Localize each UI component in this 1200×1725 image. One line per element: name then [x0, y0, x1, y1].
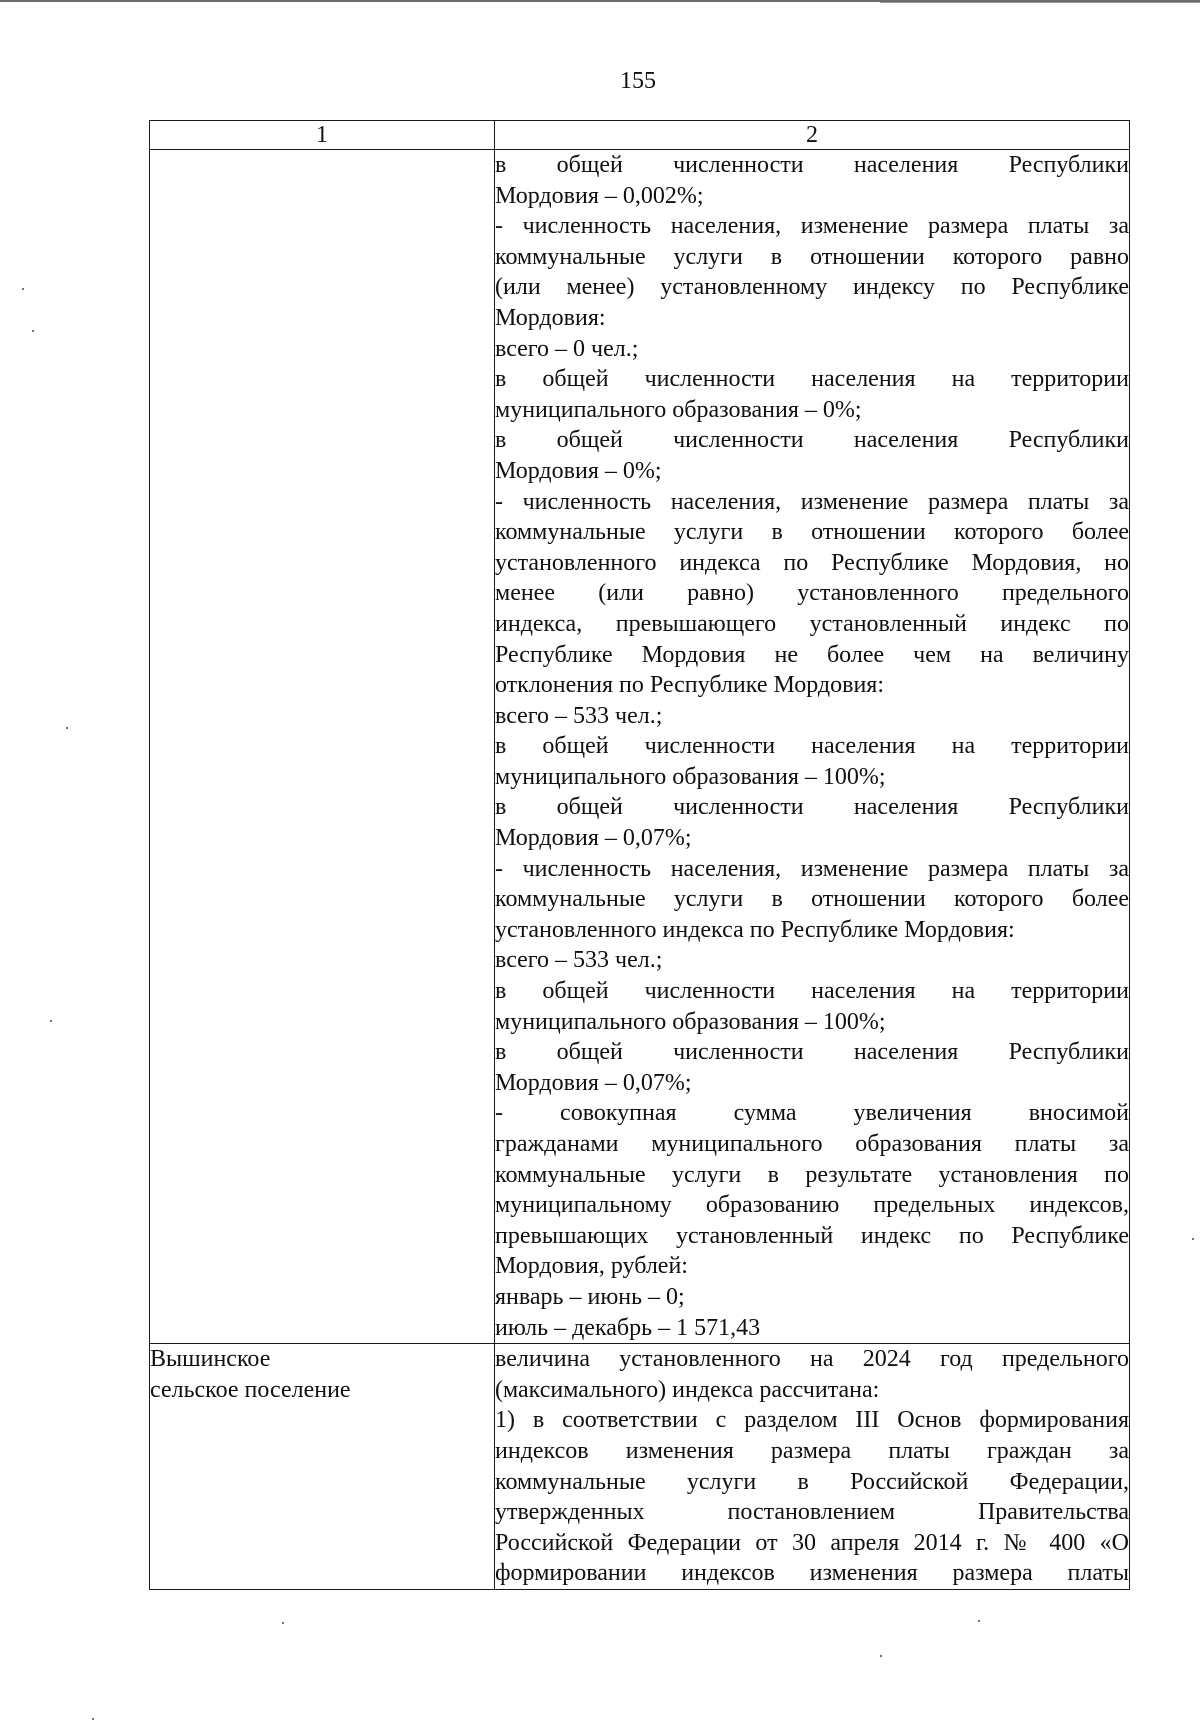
text-line: утвержденных постановлением Правительства	[495, 1499, 1129, 1526]
text-line: всего – 533 чел.;	[495, 947, 663, 974]
text-line: Мордовия, рублей:	[495, 1253, 688, 1280]
municipality-name-line: Вышинское	[150, 1346, 271, 1373]
text-line: величина установленного на 2024 год предельного	[495, 1346, 1129, 1373]
municipality-cell	[150, 1344, 495, 1590]
text-line: - совокупная сумма увеличения вносимой	[495, 1100, 1129, 1127]
text-line: 1) в соответствии с разделом III Основ формирования	[495, 1407, 1129, 1434]
text-line: (максимального) индекса рассчитана:	[495, 1376, 880, 1403]
description-cell	[495, 1344, 1130, 1590]
scan-speck	[50, 1020, 52, 1022]
scan-speck	[282, 1622, 284, 1624]
column-header-1: 1	[150, 121, 495, 150]
text-line: коммунальные услуги в Российской Федерации,	[495, 1468, 1129, 1495]
column-header-2: 2	[495, 121, 1130, 150]
municipality-name-line: сельское поселение	[150, 1376, 351, 1403]
table-header-row	[150, 121, 1130, 150]
text-line: установленного индекса по Республике Мордовия, но	[495, 549, 1129, 576]
scan-edge-line	[880, 2, 1200, 3]
text-line: менее (или равно) установленного предельного	[495, 580, 1129, 607]
text-line: в общей численности населения на территории	[495, 978, 1129, 1005]
text-line: муниципального образования – 0%;	[495, 396, 862, 423]
text-line: в общей численности населения Республики	[495, 152, 1129, 178]
text-line: коммунальные услуги в результате установления по	[495, 1161, 1129, 1188]
text-line: Мордовия – 0,07%;	[495, 1069, 692, 1096]
text-line: всего – 0 чел.;	[495, 335, 639, 362]
text-line: отклонения по Республике Мордовия:	[495, 672, 885, 699]
text-line: муниципального образования – 100%;	[495, 1008, 886, 1035]
text-line: июль – декабрь – 1 571,43	[495, 1314, 761, 1341]
text-line: коммунальные услуги в отношении которого равно	[495, 243, 1129, 270]
scan-speck	[880, 1655, 882, 1657]
text-line: январь – июнь – 0;	[495, 1283, 685, 1310]
text-line: муниципальному образованию предельных индексов,	[495, 1192, 1129, 1219]
text-line: гражданами муниципального образования платы за	[495, 1131, 1129, 1157]
scan-speck	[66, 727, 68, 729]
municipality-cell	[150, 150, 495, 1344]
text-line: Мордовия:	[495, 304, 606, 331]
page-number: 155	[620, 68, 656, 94]
scan-speck	[32, 330, 34, 332]
text-line: превышающих установленный индекс по Республике	[495, 1222, 1129, 1249]
scan-speck	[978, 1620, 980, 1622]
text-line: коммунальные услуги в отношении которого более	[495, 886, 1129, 913]
text-line: всего – 533 чел.;	[495, 702, 663, 729]
document-table	[149, 120, 1130, 1590]
text-line: коммунальные услуги в отношении которого более	[495, 519, 1129, 546]
text-line: - численность населения, изменение размера платы за	[495, 855, 1129, 882]
text-line: Российской Федерации от 30 апреля 2014 г. № 400 «О	[495, 1529, 1129, 1556]
text-line: - численность населения, изменение размера платы за	[495, 213, 1129, 240]
text-line: Мордовия – 0,002%;	[495, 182, 704, 209]
text-line: в общей численности населения Республики	[495, 1039, 1129, 1066]
text-line: в общей численности населения Республики	[495, 794, 1129, 821]
text-line: формировании индексов изменения размера платы	[495, 1560, 1129, 1587]
text-line: в общей численности населения на территории	[495, 366, 1129, 393]
table-row	[150, 150, 1130, 1344]
text-line: Мордовия – 0,07%;	[495, 825, 692, 852]
text-line: индекса, превышающего установленный индекс по	[495, 610, 1129, 637]
description-cell	[495, 150, 1130, 1344]
scan-speck	[1192, 1238, 1194, 1240]
text-line: в общей численности населения Республики	[495, 427, 1129, 454]
table-row	[150, 1344, 1130, 1590]
text-line: в общей численности населения на территории	[495, 733, 1129, 760]
text-line: Мордовия – 0%;	[495, 457, 662, 484]
text-line: муниципального образования – 100%;	[495, 763, 886, 790]
text-line: - численность населения, изменение размера платы за	[495, 488, 1129, 515]
text-line: индексов изменения размера платы граждан за	[495, 1437, 1129, 1464]
text-line: Республике Мордовия не более чем на величину	[495, 641, 1129, 668]
scan-speck	[22, 288, 24, 290]
text-line: установленного индекса по Республике Мордовия:	[495, 916, 1015, 943]
scan-speck	[92, 1718, 94, 1720]
text-line: (или менее) установленному индексу по Республике	[495, 274, 1129, 301]
